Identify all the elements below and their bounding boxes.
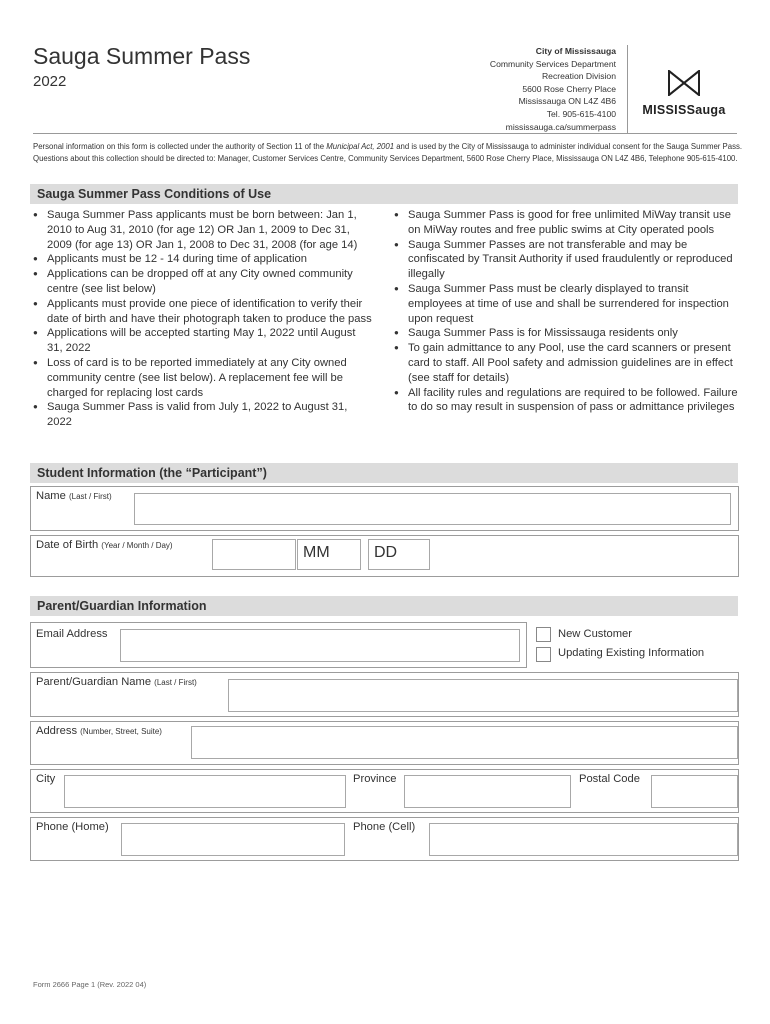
student-heading-band (30, 463, 738, 483)
department: Community Services Department (489, 58, 616, 69)
privacy-text-1: Personal information on this form is collected under the authority of Section 11 of the (33, 142, 327, 151)
phone-home-input[interactable] (121, 823, 345, 856)
address-label (36, 725, 162, 737)
email-input[interactable] (120, 629, 520, 662)
label-hint: (Year / Month / Day) (101, 541, 173, 550)
dob-month-input[interactable]: MM (297, 539, 361, 570)
form-footer: Form 2666 Page 1 (Rev. 2022 04) (33, 980, 147, 989)
list-item: ● Loss of card is to be reported immediately at any City owned community centre (see list below). A replacement fee will be charged for replacing lost cards (33, 356, 373, 400)
list-item: ● Applicants must be 12 - 14 during time of application (33, 252, 373, 267)
label-hint: (Number, Street, Suite) (80, 727, 162, 736)
street: 5600 Rose Cherry Place (522, 83, 616, 94)
label-text: Parent/Guardian Name (36, 676, 152, 688)
website: mississauga.ca/summerpass (505, 121, 616, 132)
header-divider (627, 45, 628, 133)
guardian-name-row (30, 672, 739, 717)
participant-name-label (36, 490, 112, 502)
label-text: Address (36, 725, 78, 737)
label-text: Name (36, 490, 66, 502)
list-item: ● Sauga Summer Pass applicants must be born between: Jan 1, 2010 to Aug 31, 2010 (for age 12) OR Jan 1, 2009 to Dec 31, 2009 (for age 13) OR Jan 1, 2008 to Dec 31, 2008 (for age 14) (33, 208, 373, 252)
form-year: 2022 (33, 73, 67, 90)
page-title: Sauga Summer Pass (33, 43, 251, 69)
guardian-name-input[interactable] (228, 679, 738, 712)
phone-cell-input[interactable] (429, 823, 738, 856)
city-logo (638, 70, 730, 117)
address-row (30, 721, 739, 765)
list-item: ● Applications will be accepted starting May 1, 2022 until August 31, 2022 (33, 326, 373, 356)
province-input[interactable] (404, 775, 571, 808)
list-item: ● To gain admittance to any Pool, use the card scanners or present card to staff. All Pool safety and admission guidelines are in effect (see staff for details) (394, 341, 739, 385)
telephone: Tel. 905-615-4100 (546, 108, 616, 119)
contact-address (490, 45, 616, 133)
division: Recreation Division (541, 71, 616, 82)
label-hint: (Last / First) (68, 492, 112, 501)
label-hint: (Last / First) (154, 678, 197, 687)
list-item: ● Sauga Summer Pass is good for free unlimited MiWay transit use on MiWay routes and free public swims at City operated pools (394, 208, 739, 238)
city-input[interactable] (64, 775, 346, 808)
conditions-right-list (394, 208, 739, 415)
parent-heading-band (30, 596, 738, 616)
dob-label (36, 539, 173, 551)
label-text: Date of Birth (36, 539, 99, 551)
privacy-notice (33, 141, 743, 164)
student-heading: Student Information (the “Participant”) (37, 466, 267, 480)
updating-info-label: Updating Existing Information (558, 647, 705, 659)
org-name: City of Mississauga (535, 46, 616, 56)
logo-wordmark: MISSISSauga (642, 103, 726, 117)
city-line: Mississauga ON L4Z 4B6 (518, 96, 616, 107)
list-item: ● Sauga Summer Pass must be clearly displayed to transit employees at time of use and shall be surrendered for inspection upon request (394, 282, 739, 326)
dob-day-input[interactable]: DD (368, 539, 430, 570)
list-item: ● Sauga Summer Passes are not transferable and may be confiscated by Transit Authority if used fraudulently or reproduced illegally (394, 238, 739, 282)
list-item: ● Sauga Summer Pass is for Mississauga residents only (394, 326, 739, 341)
new-customer-label: New Customer (558, 628, 632, 640)
participant-name-row (30, 486, 739, 531)
conditions-left-list (33, 208, 373, 430)
city-province-postal-row (30, 769, 739, 813)
phone-home-label: Phone (Home) (36, 821, 109, 833)
phone-cell-label: Phone (Cell) (353, 821, 416, 833)
list-item: ● Applications can be dropped off at any City owned community centre (see list below) (33, 267, 373, 297)
guardian-name-label (36, 676, 197, 688)
conditions-heading: Sauga Summer Pass Conditions of Use (37, 187, 272, 201)
list-item: ● Sauga Summer Pass is valid from July 1, 2022 to August 31, 2022 (33, 400, 373, 430)
address-input[interactable] (191, 726, 738, 759)
list-item: ● Applicants must provide one piece of identification to verify their date of birth and have their photograph taken to produce the pass (33, 297, 373, 327)
city-label: City (36, 773, 56, 785)
postal-code-label: Postal Code (579, 773, 640, 785)
new-customer-checkbox[interactable] (536, 627, 551, 642)
phone-row (30, 817, 739, 861)
privacy-text-2: and is used by the City of Mississauga to administer individual consent for the Sauga Summer Pass. Questions about this collection should be directed to: Manager, Customer Services Centre, Community Services Department, 5600 Rose Cherry Place, Mississauga ON L4Z 4B6, Telephone 905-615-4100. (33, 142, 743, 163)
participant-name-input[interactable] (134, 493, 731, 525)
header-rule (33, 133, 737, 134)
privacy-act: Municipal Act, 2001 (326, 142, 395, 151)
dob-year-input[interactable] (212, 539, 296, 570)
mississauga-logo-icon (667, 70, 701, 96)
dob-row (30, 535, 739, 577)
province-label: Province (353, 773, 397, 785)
postal-code-input[interactable] (651, 775, 738, 808)
email-row (30, 622, 527, 668)
email-label: Email Address (36, 628, 108, 640)
list-item: ● All facility rules and regulations are required to be followed. Failure to do so may result in suspension of pass or admittance privileges (394, 386, 739, 416)
conditions-heading-band (30, 184, 738, 204)
parent-heading: Parent/Guardian Information (37, 599, 207, 613)
updating-info-checkbox[interactable] (536, 647, 551, 662)
